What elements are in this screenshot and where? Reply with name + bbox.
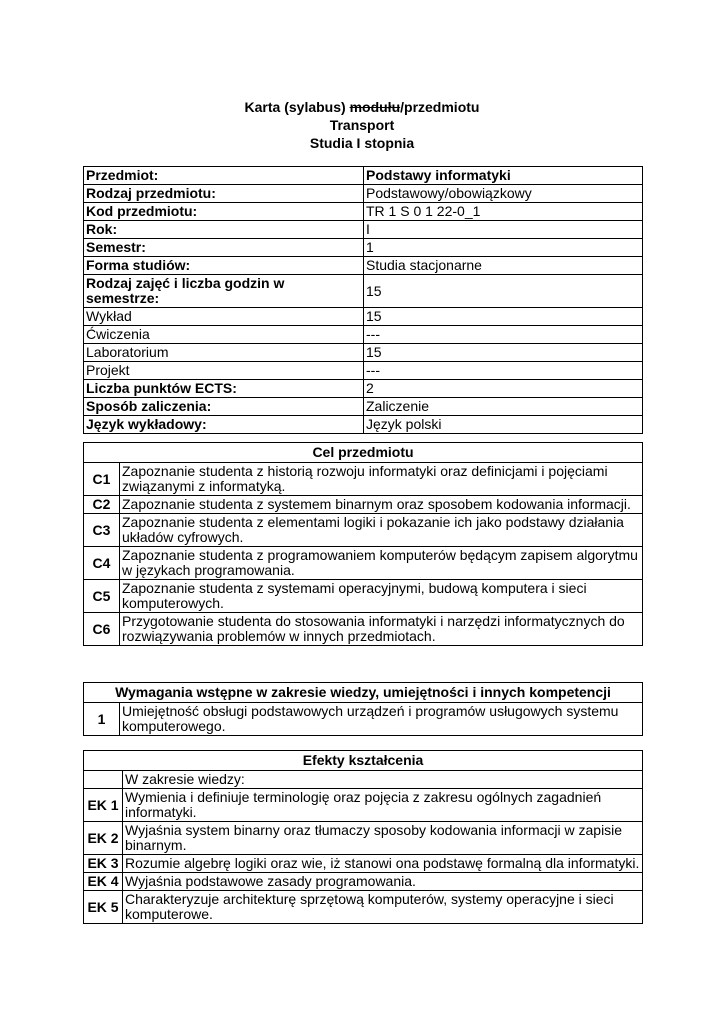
outcomes-title: Efekty kształcenia (84, 751, 643, 771)
header-field: Transport (329, 117, 395, 133)
info-label: Rok: (84, 221, 364, 239)
info-label: Liczba punktów ECTS: (84, 380, 364, 398)
empty-code-cell (84, 771, 123, 789)
goal-text: Przygotowanie studenta do stosowania informatyki i narzędzi informatycznych do rozwiązywania problemów w innych przedmiotach. (120, 613, 643, 646)
table-row (84, 873, 643, 891)
table-row (84, 167, 643, 185)
table-row (84, 703, 643, 736)
info-label: Język wykładowy: (84, 416, 364, 434)
table-row (84, 547, 643, 580)
table-row (84, 822, 643, 855)
info-label: Projekt (84, 362, 364, 380)
info-label: Rodzaj zajęć i liczba godzin w semestrze: (84, 275, 364, 308)
prerequisites-table (83, 682, 643, 736)
table-row (84, 416, 643, 434)
goal-text: Zapoznanie studenta z elementami logiki i pokazanie ich jako podstawy działania układów cyfrowych. (120, 514, 643, 547)
goal-text: Zapoznanie studenta z systemami operacyjnymi, budową komputera i sieci komputerowych. (120, 580, 643, 613)
outcome-text: Charakteryzuje architekturę sprzętową komputerów, systemy operacyjne i sieci komputerowe. (123, 891, 643, 924)
header-level: Studia I stopnia (309, 135, 415, 151)
document-header (0, 98, 724, 152)
info-value: I (364, 221, 643, 239)
outcome-code: EK 3 (84, 855, 123, 873)
table-row (84, 344, 643, 362)
goal-text: Zapoznanie studenta z systemem binarnym oraz sposobem kodowania informacji. (120, 496, 643, 514)
info-label: Rodzaj przedmiotu: (84, 185, 364, 203)
info-value: 1 (364, 239, 643, 257)
outcome-text: Wyjaśnia podstawowe zasady programowania. (123, 873, 643, 891)
info-value: Język polski (364, 416, 643, 434)
goal-code: C1 (84, 463, 120, 496)
table-row (84, 514, 643, 547)
table-row (84, 855, 643, 873)
goal-code: C5 (84, 580, 120, 613)
table-row (84, 257, 643, 275)
outcome-code: EK 2 (84, 822, 123, 855)
info-label: Semestr: (84, 239, 364, 257)
info-label: Przedmiot: (84, 167, 364, 185)
table-row (84, 789, 643, 822)
prerequisite-text: Umiejętność obsługi podstawowych urządzeń i programów usługowych systemu komputerowego. (120, 703, 643, 736)
info-value: 2 (364, 380, 643, 398)
goal-code: C4 (84, 547, 120, 580)
prerequisite-number: 1 (84, 703, 120, 736)
info-value: TR 1 S 0 1 22-0_1 (364, 203, 643, 221)
table-row (84, 380, 643, 398)
info-value: Podstawy informatyki (364, 167, 643, 185)
course-goals-table (83, 442, 643, 646)
table-row (84, 398, 643, 416)
info-label: Sposób zaliczenia: (84, 398, 364, 416)
info-label: Wykład (84, 308, 364, 326)
table-row (84, 308, 643, 326)
table-row (84, 580, 643, 613)
info-label: Laboratorium (84, 344, 364, 362)
outcome-code: EK 1 (84, 789, 123, 822)
table-row (84, 463, 643, 496)
table-row (84, 613, 643, 646)
info-value: Zaliczenie (364, 398, 643, 416)
outcomes-subheader: W zakresie wiedzy: (123, 771, 643, 789)
table-row (84, 275, 643, 308)
outcome-text: Rozumie algebrę logiki oraz wie, iż stanowi ona podstawę formalną dla informatyki. (123, 855, 643, 873)
info-value: --- (364, 362, 643, 380)
table-row (84, 891, 643, 924)
table-row (84, 362, 643, 380)
info-value: Studia stacjonarne (364, 257, 643, 275)
info-value: 15 (364, 344, 643, 362)
prerequisites-title: Wymagania wstępne w zakresie wiedzy, umiejętności i innych kompetencji (84, 683, 643, 703)
table-row (84, 203, 643, 221)
outcome-text: Wymienia i definiuje terminologię oraz pojęcia z zakresu ogólnych zagadnień informatyki. (123, 789, 643, 822)
goal-text: Zapoznanie studenta z historią rozwoju informatyki oraz definicjami i pojęciami związanymi z informatyką. (120, 463, 643, 496)
table-header-row (84, 683, 643, 703)
table-row (84, 239, 643, 257)
struck-word: modułu (349, 99, 401, 115)
table-header-row (84, 443, 643, 463)
goal-code: C6 (84, 613, 120, 646)
info-value: 15 (364, 275, 643, 308)
table-row (84, 185, 643, 203)
outcome-text: Wyjaśnia system binarny oraz tłumaczy sposoby kodowania informacji w zapisie binarnym. (123, 822, 643, 855)
info-label: Forma studiów: (84, 257, 364, 275)
outcome-code: EK 5 (84, 891, 123, 924)
goals-title: Cel przedmiotu (84, 443, 643, 463)
outcome-code: EK 4 (84, 873, 123, 891)
table-row (84, 771, 643, 789)
header-title: Karta (sylabus) modułu/przedmiotu (244, 99, 480, 115)
info-label: Kod przedmiotu: (84, 203, 364, 221)
goal-code: C2 (84, 496, 120, 514)
goal-code: C3 (84, 514, 120, 547)
learning-outcomes-table (83, 750, 643, 924)
info-value: --- (364, 326, 643, 344)
table-row (84, 221, 643, 239)
info-value: Podstawowy/obowiązkowy (364, 185, 643, 203)
info-value: 15 (364, 308, 643, 326)
table-row (84, 326, 643, 344)
info-label: Ćwiczenia (84, 326, 364, 344)
table-row (84, 496, 643, 514)
goal-text: Zapoznanie studenta z programowaniem komputerów będącym zapisem algorytmu w językach programowania. (120, 547, 643, 580)
table-header-row (84, 751, 643, 771)
course-info-table (83, 166, 643, 434)
